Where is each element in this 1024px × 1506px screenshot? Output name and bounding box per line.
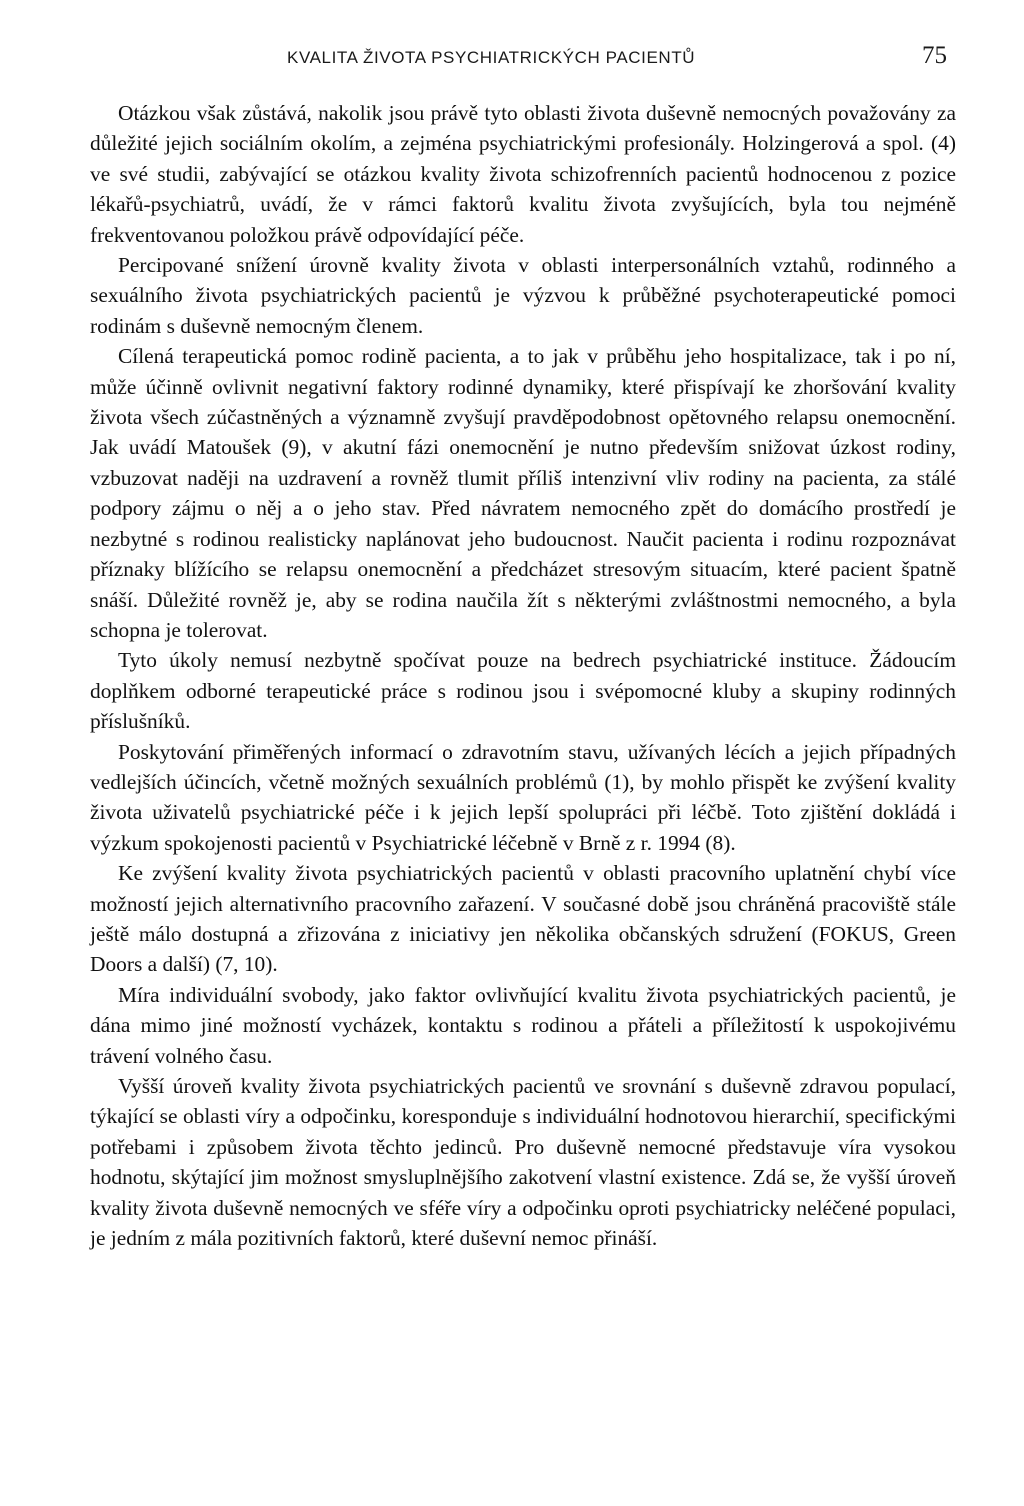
paragraph: Cílená terapeutická pomoc rodině pacienta, a to jak v průběhu jeho hospitalizace, tak i po ní, může účinně ovlivnit negativní faktory rodinné dynamiky, které přispívají ke zhoršování kvality života všech zúčastněných a významně zvyšují pravděpodobnost opětovného relapsu onemocnění. Jak uvádí Matoušek (9), v akutní fázi onemocnění je nutno především snižovat úzkost rodiny, vzbuzovat naději na uzdravení a rovněž tlumit příliš intenzivní vliv rodiny na pacienta, za stálé podpory zájmu o něj a o jeho stav. Před návratem nemocného zpět do domácího prostředí je nezbytné s rodinou realisticky naplánovat jeho budoucnost. Naučit pacienta i rodinu rozpoznávat příznaky blížícího se relapsu onemocnění a předcházet stresovým situacím, které pacient špatně snáší. Důležité rovněž je, aby se rodina naučila žít s některými zvláštnostmi nemocného, a byla schopna je tolerovat.: [90, 344, 956, 642]
paragraph: Percipované snížení úrovně kvality života v oblasti interpersonálních vztahů, rodinného a sexuálního života psychiatrických pacientů je výzvou k průběžné psychoterapeutické pomoci rodinám s duševně nemocným členem.: [90, 253, 956, 338]
body-text: [90, 98, 956, 1253]
paragraph: Otázkou však zůstává, nakolik jsou právě tyto oblasti života duševně nemocných považovány za důležité jejich sociálním okolím, a zejména psychiatrickými profesionály. Holzingerová a spol. (4) ve své studii, zabývající se otázkou kvality života schizofrenních pacientů hodnocenou z pozice lékařů-psychiatrů, uvádí, že v rámci faktorů kvalitu života zvyšujících, byla tou nejméně frekventovanou položkou právě odpovídající péče.: [90, 101, 956, 247]
paragraph: Míra individuální svobody, jako faktor ovlivňující kvalitu života psychiatrických pacientů, je dána mimo jiné možností vycházek, kontaktu s rodinou a přáteli a příležitostí k uspokojivému trávení volného času.: [90, 982, 956, 1068]
page-number: 75: [922, 42, 947, 69]
running-head: [0, 42, 1024, 82]
paragraph: Ke zvýšení kvality života psychiatrických pacientů v oblasti pracovního uplatnění chybí více možností jejich alternativního pracovního zařazení. V současné době jsou chráněná pracoviště stále ještě málo dostupná a zřizována z iniciativy jen několika občanských sdružení (FOKUS, Green Doors a další) (7, 10).: [90, 861, 956, 977]
running-title: KVALITA ŽIVOTA PSYCHIATRICKÝCH PACIENTŮ: [287, 48, 696, 67]
paragraph: Poskytování přiměřených informací o zdravotním stavu, užívaných lécích a jejich případných vedlejších účincích, včetně možných sexuálních problémů (1), by mohlo přispět ke zvýšení kvality života uživatelů psychiatrické péče i k jejich lepší spolupráci při léčbě. Toto zjištění dokládá i výzkum spokojenosti pacientů v Psychiatrické léčebně v Brně z r. 1994 (8).: [90, 739, 956, 855]
paragraph: Tyto úkoly nemusí nezbytně spočívat pouze na bedrech psychiatrické instituce. Žádoucím doplňkem odborné terapeutické práce s rodinou jsou i svépomocné kluby a skupiny rodinných příslušníků.: [90, 648, 956, 734]
paragraph: Vyšší úroveň kvality života psychiatrických pacientů ve srovnání s duševně zdravou populací, týkající se oblasti víry a odpočinku, koresponduje s individuální hodnotovou hierarchií, specifickými potřebami i způsobem života těchto jedinců. Pro duševně nemocné představuje víra vysokou hodnotu, skýtající jim možnost smysluplnějšího zakotvení vlastní existence. Zdá se, že vyšší úroveň kvality života duševně nemocných ve sféře víry a odpočinku oproti psychiatricky neléčené populaci, je jedním z mála pozitivních faktorů, které duševní nemoc přináší.: [90, 1074, 956, 1251]
